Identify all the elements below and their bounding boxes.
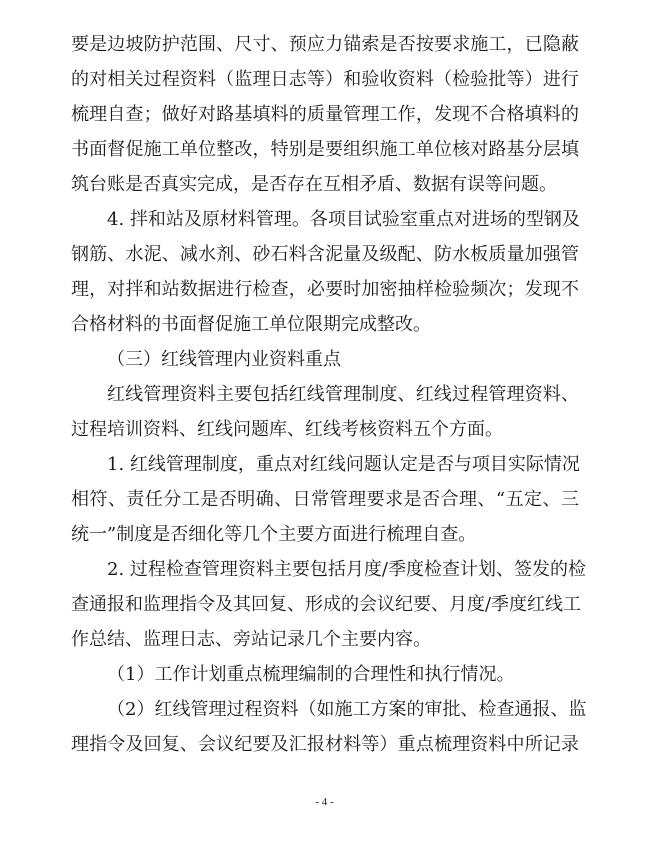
paragraph-start-line: 红线管理资料主要包括红线管理制度、红线过程管理资料、 [107,384,579,405]
paragraph-start-line: 2. 过程检查管理资料主要包括月度/季度检查计划、签发的检 [107,559,586,580]
text-line: 书面督促施工单位整改，特别是要组织施工单位核对路基分层填 [71,139,579,160]
text-line: 过程培训资料、红线问题库、红线考核资料五个方面。 [71,419,503,440]
section-heading: （三）红线管理内业资料重点 [107,349,341,370]
text-line: 的对相关过程资料（监理日志等）和验收资料（检验批等）进行 [71,69,579,90]
paragraph-start-line: 4. 拌和站及原材料管理。各项目试验室重点对进场的型钢及 [107,209,580,230]
paragraph-start-line: 1. 红线管理制度，重点对红线问题认定是否与项目实际情况 [107,454,580,475]
text-line: 筑台账是否真实完成，是否存在互相矛盾、数据有误等问题。 [71,174,557,195]
page-number: - 4 - [315,796,334,808]
text-line: 作总结、监理日志、旁站记录几个主要内容。 [71,629,431,650]
text-line: 梳理自查；做好对路基填料的质量管理工作，发现不合格填料的 [71,104,579,125]
text-line: 要是边坡防护范围、尺寸、预应力锚索是否按要求施工，已隐蔽 [71,34,579,55]
text-line: 合格材料的书面督促施工单位限期完成整改。 [71,314,431,335]
paragraph-start-line: （2）红线管理过程资料（如施工方案的审批、检查通报、监 [107,699,587,720]
text-line: 钢筋、水泥、减水剂、砂石料含泥量及级配、防水板质量加强管 [71,244,579,265]
text-line: 相符、责任分工是否明确、日常管理要求是否合理、“五定、三 [71,489,579,510]
text-line: 理，对拌和站数据进行检查，必要时加密抽样检验频次；发现不 [71,279,579,300]
text-line: 统一”制度是否细化等几个主要方面进行梳理自查。 [71,524,477,545]
paragraph-start-line: （1）工作计划重点梳理编制的合理性和执行情况。 [107,664,515,685]
text-line: 理指令及回复、会议纪要及汇报材料等）重点梳理资料中所记录 [71,734,579,755]
text-line: 查通报和监理指令及其回复、形成的会议纪要、月度/季度红线工 [71,594,582,615]
